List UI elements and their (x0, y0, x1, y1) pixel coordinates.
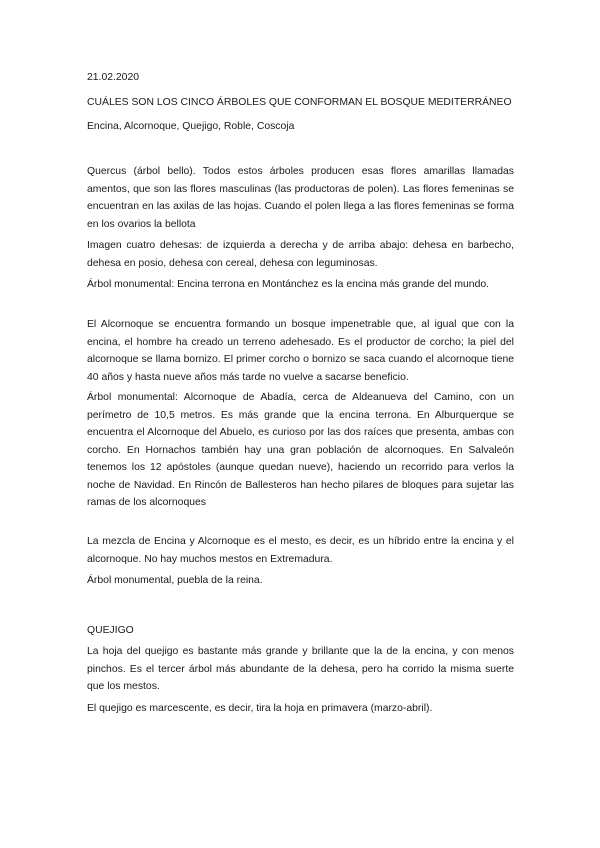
paragraph-quejigo-marcescente: El quejigo es marcescente, es decir, tira la hoja en primavera (marzo-abril). (87, 703, 433, 714)
paragraph-quejigo-hoja: La hoja del quejigo es bastante más grande y brillante que la de la encina, y con menos pinchos. Es el tercer árbol más abundante de la dehesa, pero ha corrido la misma suerte que los mestos. (87, 646, 514, 692)
document-date: 21.02.2020 (87, 72, 140, 83)
document-page (87, 0, 514, 848)
paragraph-encina-monumental: Árbol monumental: Encina terrona en Montánchez es la encina más grande del mundo. (87, 279, 490, 290)
paragraph-quercus: Quercus (árbol bello). Todos estos árboles producen esas flores amarillas llamadas amentos, que son las flores masculinas (las productoras de polen). Las flores femeninas se encuentran en las axilas de las hojas. Cuando el polen llega a las flores femeninas se forma en los ovarios la bellota (87, 166, 514, 230)
document-title: CUÁLES SON LOS CINCO ÁRBOLES QUE CONFORMAN EL BOSQUE MEDITERRÁNEO (87, 97, 512, 108)
paragraph-alcornoque-monumental: Árbol monumental: Alcornoque de Abadía, cerca de Aldeanueva del Camino, con un perímetro de 10,5 metros. Es más grande que la encina terrona. En Alburquerque se encuentra el Alcornoque del Abuelo, es curioso por las dos raíces que presenta, ambas con corcho. En Hornachos también hay una gran población de alcornoques. En Salvaleón tenemos los 12 apóstoles (aunque quedan nueve), haciendo un recorrido para verlos la noche de Navidad. En Rincón de Ballesteros han hecho pilares de bloques para sujetar las ramas de los alcornoques (87, 392, 514, 508)
paragraph-dehesas: Imagen cuatro dehesas: de izquierda a derecha y de arriba abajo: dehesa en barbecho, dehesa en posio, dehesa con cereal, dehesa con leguminosas. (87, 240, 514, 269)
document-subtitle: Encina, Alcornoque, Quejigo, Roble, Coscoja (87, 121, 295, 132)
heading-quejigo: QUEJIGO (87, 625, 134, 636)
paragraph-alcornoque: El Alcornoque se encuentra formando un bosque impenetrable que, al igual que con la encina, el hombre ha creado un terreno adehesado. Es el productor de corcho; la piel del alcornoque se llama bornizo. El primer corcho o bornizo se saca cuando el alcornoque tiene 40 años y hasta nueve años más tarde no vuelve a sacarse beneficio. (87, 319, 514, 383)
paragraph-mesto: La mezcla de Encina y Alcornoque es el mesto, es decir, es un híbrido entre la encina y el alcornoque. No hay muchos mestos en Extremadura. (87, 536, 514, 565)
paragraph-puebla: Árbol monumental, puebla de la reina. (87, 575, 263, 586)
